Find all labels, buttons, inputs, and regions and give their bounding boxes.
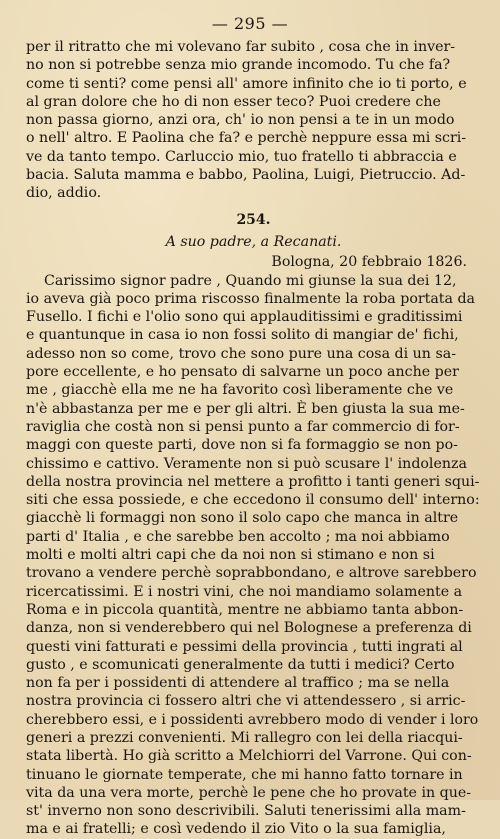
text-line: Carissimo signor padre , Quando mi giunse la sua dei 12, — [44, 272, 457, 289]
text-line: no non si potrebbe senza mio grande incomodo. Tu che fa? — [26, 57, 451, 74]
text-line: ve da tanto tempo. Carluccio mio, tuo fratello ti abbraccia e — [26, 148, 457, 165]
text-line: non fa per i possidenti di attendere al traffico ; ma se nella — [26, 675, 450, 692]
text-line: ricercatissimi. E i nostri vini, che noi mandiamo solamente a — [26, 583, 463, 600]
text-line: io aveva già poco prima riscosso finalmente la roba portata da — [26, 290, 476, 307]
letter-addressee: A suo padre, a Recanati. — [165, 233, 342, 250]
text-line: o nell' altro. E Paolina che fa? e perchè neppure essa mi scri- — [26, 130, 467, 147]
text-line: ma e ai fratelli; e così vedendo il zio Vito o la sua famiglia, — [26, 821, 446, 838]
text-line: e quantunque in casa io non fossi solito di mangiar de' fichi, — [26, 327, 459, 344]
text-line: siti che essa possiede, e che eccedono il consumo dell' interno: — [26, 492, 480, 509]
text-line: n'è abbastanza per me e per gli altri. È ben giusta la sua me- — [26, 400, 465, 417]
text-line: come ti senti? come pensi all' amore infinito che io ti porto, e — [26, 75, 467, 92]
text-line: chissimo e cattivo. Veramente non si può scusare l' indolenza — [26, 455, 467, 472]
text-line: Roma e in piccola quantità, mentre ne abbiamo tanta abbon- — [26, 601, 464, 618]
text-line: vita da una vera morte, perchè le pene che ho provate in que- — [26, 784, 472, 801]
text-line: danza, non si venderebbero qui nel Bolognese a preferenza di — [26, 620, 472, 637]
letter-body — [26, 272, 481, 839]
text-line: stata libertà. Ho già scritto a Melchiorri del Varrone. Qui con- — [26, 748, 472, 765]
text-line: generi a prezzi convenienti. Mi rallegro con lei della riacqui- — [26, 729, 463, 746]
text-line: gusto , e scomunicati generalmente da tutti i medici? Certo — [26, 656, 455, 673]
text-line: Fusello. I fichi e l'olio sono qui applauditissimi e graditissimi — [26, 309, 463, 326]
text-line: non passa giorno, anzi ora, ch' io non pensi a te in un modo — [26, 112, 455, 129]
text-line: questi vini fatturati e pessimi della provincia , tutti ingrati al — [26, 638, 463, 655]
text-line: maggi con queste parti, dove non si fa formaggio se non po- — [26, 437, 458, 454]
text-line: molti e molti altri capi che da noi non si stimano e non si — [26, 547, 435, 564]
text-line: pore eccellente, e ho pensato di salvarne un poco anche per — [26, 364, 459, 381]
previous-letter-ending — [26, 38, 481, 203]
text-line: tinuano le giornate temperate, che mi hanno fatto tornare in — [26, 766, 463, 783]
text-line: bacia. Saluta mamma e babbo, Paolina, Luigi, Pietruccio. Ad- — [26, 167, 466, 184]
text-line: al gran dolore che ho di non esser teco? Puoi credere che — [26, 93, 441, 110]
text-line: della nostra provincia nel mettere a profitto i tanti generi squi- — [26, 473, 480, 490]
text-line: trovano a vendere perchè soprabbondano, e altrove sarebbero — [26, 565, 477, 582]
text-line: dio, addio. — [26, 185, 102, 202]
text-line: parti d' Italia , e che sarebbe ben accolto ; ma noi abbiamo — [26, 528, 450, 545]
text-line: per il ritratto che mi volevano far subito , cosa che in inver- — [26, 39, 456, 55]
letter-number: 254. — [236, 211, 271, 228]
text-line: nostra provincia ci fossero altri che vi attendessero , si arric- — [26, 693, 466, 710]
text-line: raviglia che costà non si pensi punto a far commercio di for- — [26, 418, 460, 435]
text-line: adesso non so come, trovo che sono pure una cosa di un sa- — [26, 345, 456, 362]
letter-dateline: Bologna, 20 febbraio 1826. — [271, 254, 467, 271]
text-line: me , giacchè ella me ne ha favorito così liberamente che ve — [26, 382, 454, 399]
text-line: cherebbero essi, e i possidenti avrebbero modo di vender i loro — [26, 711, 479, 728]
page-body — [26, 38, 481, 839]
text-line: giacchè li formaggi non sono il solo capo che manca in altre — [26, 510, 459, 527]
page-number: — 295 — — [211, 14, 289, 33]
text-line: st' inverno non sono descrivibili. Saluti tenerissimi alla mam- — [26, 803, 466, 820]
